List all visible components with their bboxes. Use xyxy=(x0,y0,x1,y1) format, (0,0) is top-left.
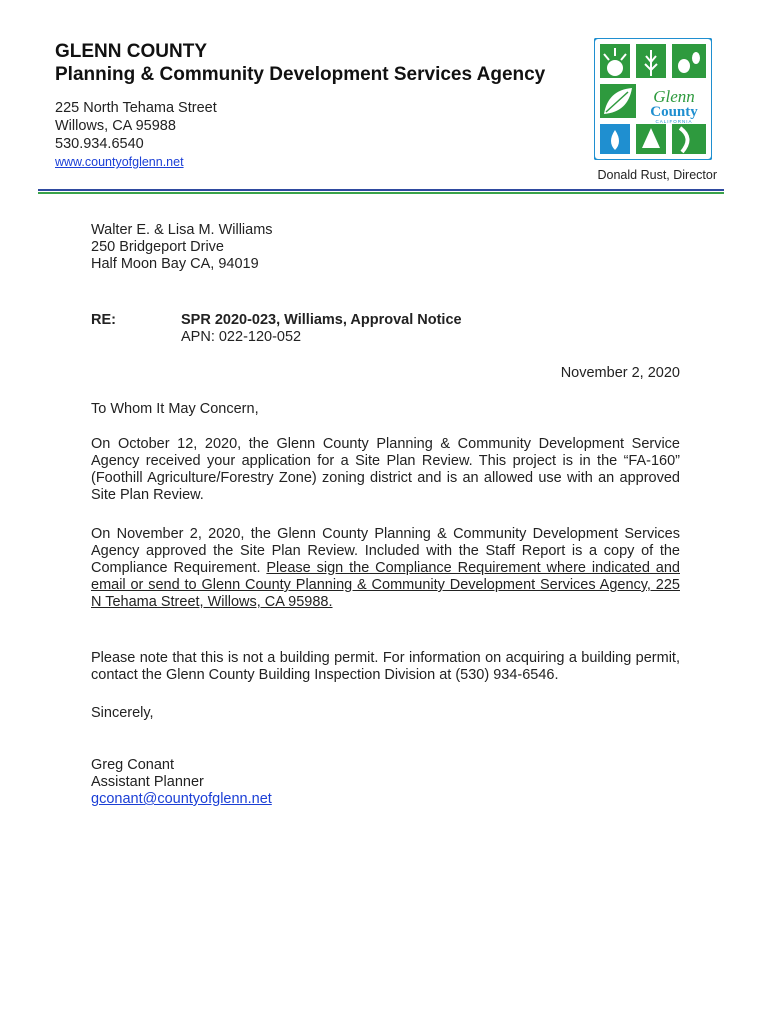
re-subject: SPR 2020-023, Williams, Approval Notice xyxy=(181,312,462,328)
org-name-line1: GLENN COUNTY xyxy=(55,41,207,62)
address-phone: 530.934.6540 xyxy=(55,136,144,152)
logo-word-2: County xyxy=(650,104,698,120)
address-street: 225 North Tehama Street xyxy=(55,100,217,116)
letter-date: November 2, 2020 xyxy=(560,365,680,381)
signature-block xyxy=(91,757,272,808)
signer-name: Greg Conant xyxy=(91,757,175,773)
olive-tile-icon xyxy=(672,44,706,78)
paragraph-2-instructions: Please sign the Compliance Requirement where indicated and email or send to Glenn County Planning & Community Development Services Agency, 225 N Tehama Street, Willows, CA 95988. xyxy=(91,560,680,610)
glenn-county-logo xyxy=(594,38,712,160)
recipient-street: 250 Bridgeport Drive xyxy=(91,239,224,255)
recipient-city: Half Moon Bay CA, 94019 xyxy=(91,256,259,272)
greeting: To Whom It May Concern, xyxy=(91,401,259,417)
letterhead-address xyxy=(55,99,217,171)
logo-word-1: Glenn xyxy=(653,87,695,106)
logo-tagline: CALIFORNIA xyxy=(655,119,693,124)
director-name: Donald Rust, Director xyxy=(597,168,717,182)
paragraph-3: Please note that this is not a building permit. For information on acquiring a building permit, contact the Glenn County Building Inspection Division at (530) 934-6546. xyxy=(91,650,680,683)
re-apn: APN: 022-120-052 xyxy=(181,329,302,345)
letterhead-org xyxy=(55,40,545,86)
paragraph-1: On October 12, 2020, the Glenn County Planning & Community Development Service Agency received your application for a Site Plan Review. This project is in the “FA-160” (Foothill Agriculture/Forestry Zone) zoning district and is an allowed use with an approved Site Plan Review. xyxy=(91,436,680,503)
re-label: RE: xyxy=(91,312,116,328)
closing: Sincerely, xyxy=(91,705,154,721)
signer-email-link[interactable]: gconant@countyofglenn.net xyxy=(91,791,272,807)
paragraph-2-text: On November 2, 2020, the Glenn County Planning & Community Development Services Agency approved the Site Plan Review. Included with the Staff Report is a copy of the Compliance Requirement. xyxy=(91,526,680,576)
website-link[interactable]: www.countyofglenn.net xyxy=(55,155,184,169)
signer-title: Assistant Planner xyxy=(91,774,204,790)
header-rule-blue xyxy=(38,189,724,191)
recipient-address xyxy=(91,222,273,273)
header-rule-green xyxy=(38,192,724,194)
org-name-line2: Planning & Community Development Services Agency xyxy=(55,64,546,85)
paragraph-2 xyxy=(91,526,680,611)
address-city: Willows, CA 95988 xyxy=(55,118,176,134)
recipient-name: Walter E. & Lisa M. Williams xyxy=(91,222,273,238)
re-block xyxy=(181,312,462,346)
